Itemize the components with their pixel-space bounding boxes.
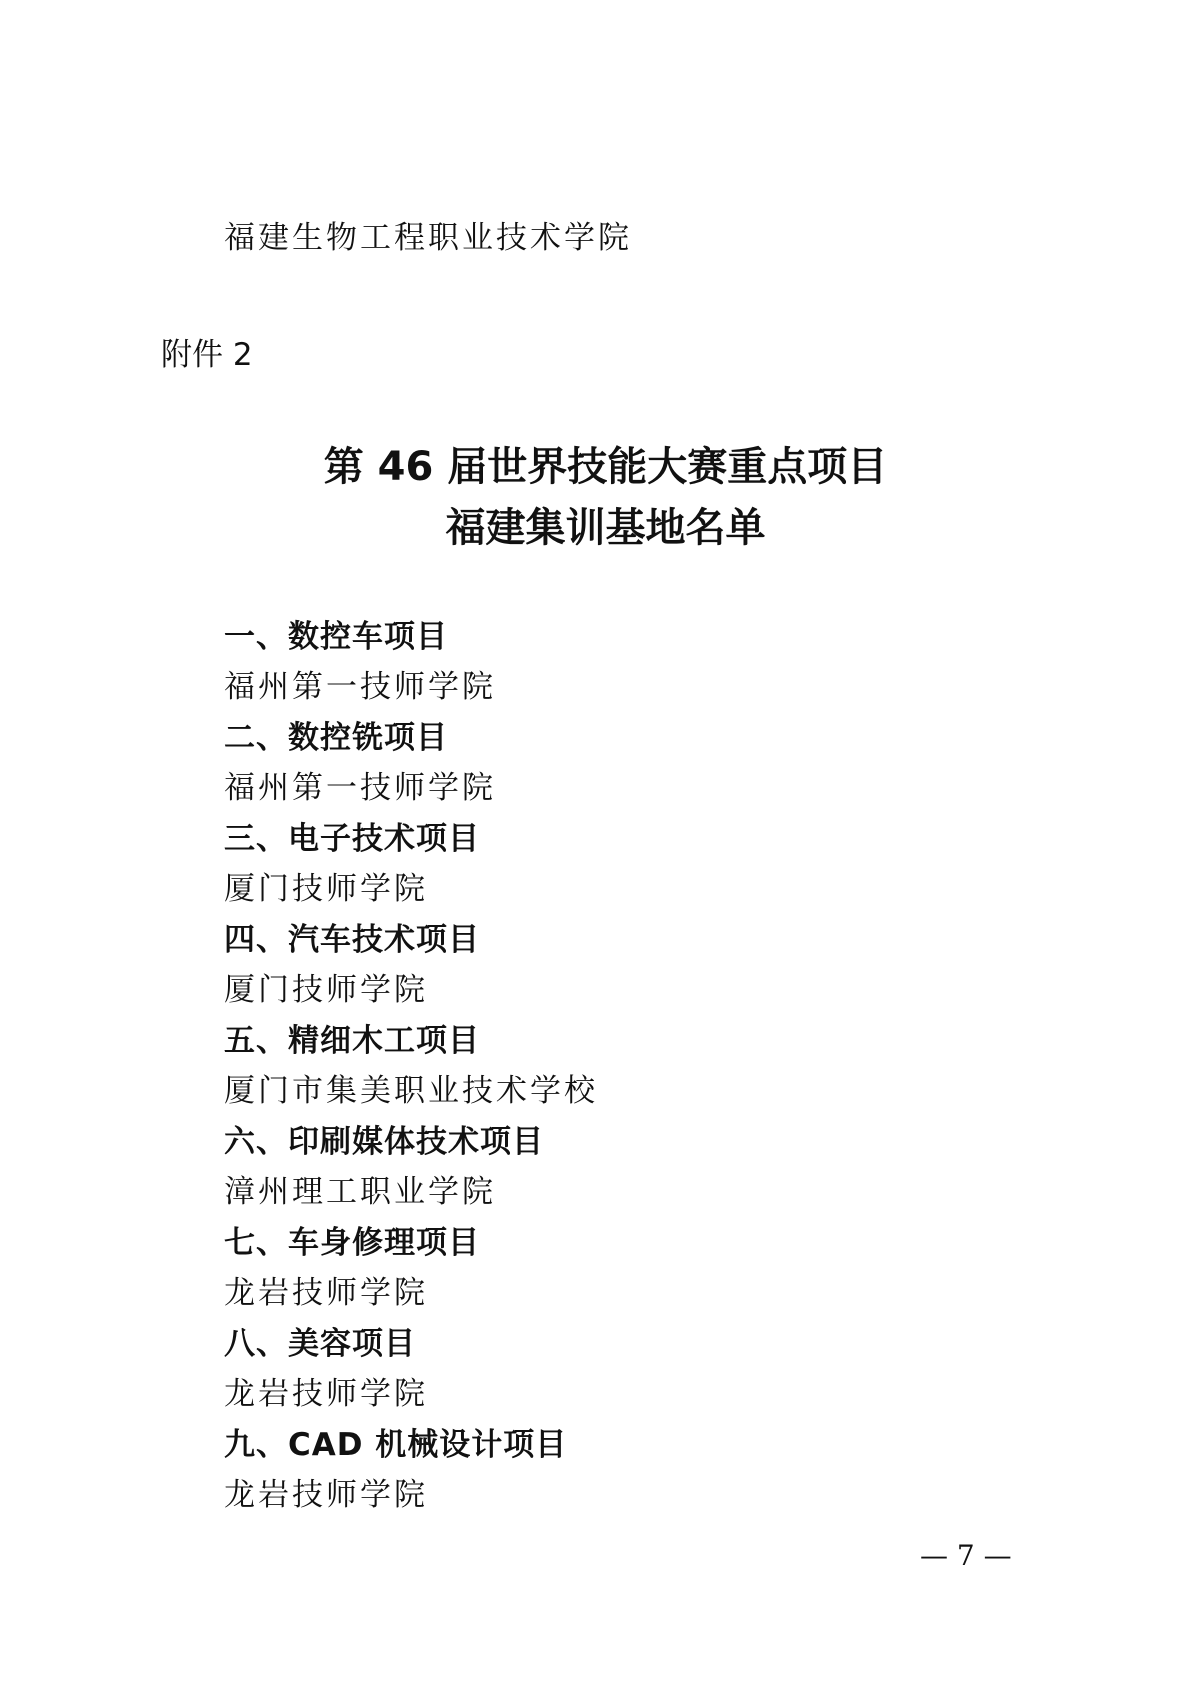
list-item (224, 713, 984, 814)
list-item (224, 915, 984, 1016)
list-item (224, 814, 984, 915)
page-number: — 7 — (920, 1539, 1012, 1572)
list-item (224, 1319, 984, 1420)
training-base-name: 福州第一技师学院 (224, 669, 496, 705)
training-base-name: 龙岩技师学院 (224, 1477, 428, 1513)
list-item (224, 1420, 984, 1521)
project-heading: 七、车身修理项目 (224, 1225, 480, 1261)
training-base-name: 福州第一技师学院 (224, 770, 496, 806)
project-heading: 八、美容项目 (224, 1326, 416, 1362)
project-heading: 五、精细木工项目 (224, 1023, 480, 1059)
list-item (224, 1218, 984, 1319)
project-heading: 一、数控车项目 (224, 619, 448, 655)
list-item (224, 1016, 984, 1117)
title-line-2: 福建集训基地名单 (445, 505, 766, 551)
training-base-name: 龙岩技师学院 (224, 1275, 428, 1311)
list-item (224, 612, 984, 713)
project-heading: 二、数控铣项目 (224, 720, 448, 756)
title-line-1: 第 46 届世界技能大赛重点项目 (323, 444, 888, 490)
training-base-name: 厦门技师学院 (224, 972, 428, 1008)
project-heading: 六、印刷媒体技术项目 (224, 1124, 544, 1160)
project-heading: 三、电子技术项目 (224, 821, 480, 857)
attachment-label: 附件 2 (161, 337, 253, 373)
project-heading: 九、CAD 机械设计项目 (224, 1427, 568, 1463)
training-base-name: 漳州理工职业学院 (224, 1174, 496, 1210)
list-item (224, 1117, 984, 1218)
training-base-list (224, 612, 984, 1521)
training-base-name: 龙岩技师学院 (224, 1376, 428, 1412)
training-base-name: 厦门市集美职业技术学校 (224, 1073, 598, 1109)
training-base-name: 厦门技师学院 (224, 871, 428, 907)
project-heading: 四、汽车技术项目 (224, 922, 480, 958)
carryover-line: 福建生物工程职业技术学院 (224, 220, 632, 256)
